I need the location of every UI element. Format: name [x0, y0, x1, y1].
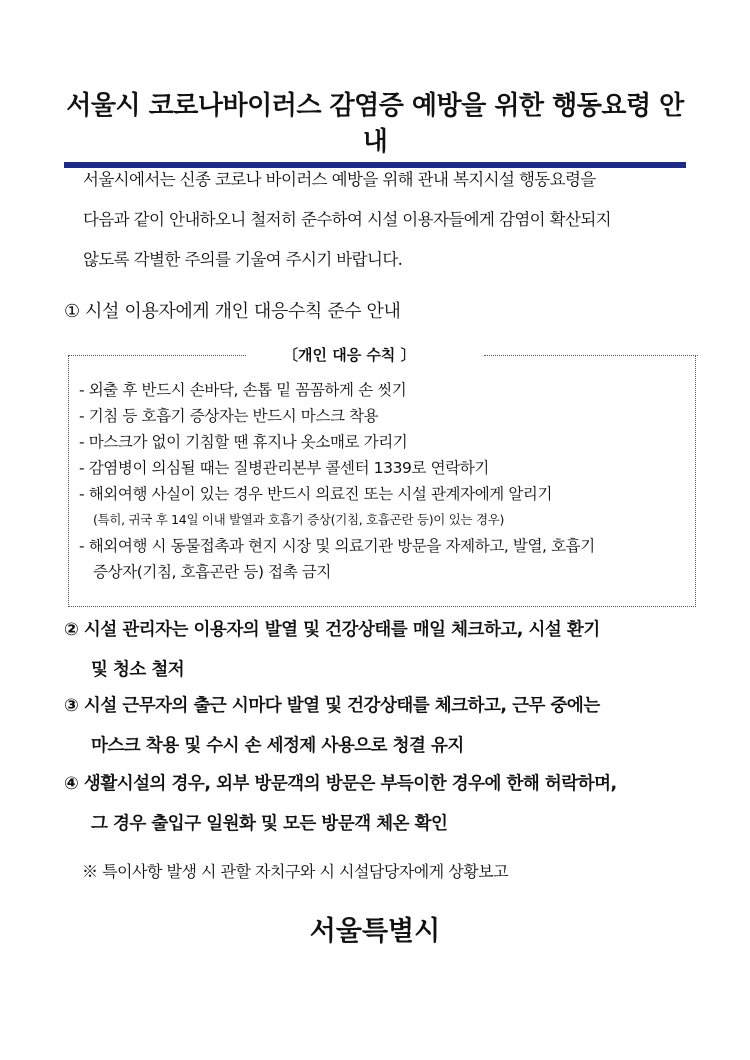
rules-list: [79, 377, 699, 585]
rule-item: - 외출 후 반드시 손바닥, 손톱 밑 꼼꼼하게 손 씻기: [79, 381, 407, 399]
document-title: 서울시 코로나바이러스 감염증 예방을 위한 행동요령 안내: [66, 91, 684, 157]
item-2-line-1: ② 시설 관리자는 이용자의 발열 및 건강상태를 매일 체크하고, 시설 환기: [64, 620, 600, 640]
intro-line: 다음과 같이 안내하오니 철저히 준수하여 시설 이용자들에게 감염이 확산되지: [83, 210, 612, 229]
issuer-name: 서울특별시: [309, 916, 441, 947]
rule-item: - 해외여행 시 동물접촉과 현지 시장 및 의료기관 방문을 자제하고, 발열, 호흡기: [79, 537, 595, 555]
rule-item: - 해외여행 사실이 있는 경우 반드시 의료진 또는 시설 관계자에게 알리기: [79, 485, 553, 503]
intro-paragraph: [83, 160, 698, 280]
item-4-line-1: ④ 생활시설의 경우, 외부 방문객의 방문은 부득이한 경우에 한해 허락하며,: [64, 774, 617, 794]
intro-line: 서울시에서는 신종 코로나 바이러스 예방을 위해 관내 복지시설 행동요령을: [83, 170, 596, 189]
item-3-line-1: ③ 시설 근무자의 출근 시마다 발열 및 건강상태를 체크하고, 근무 중에는: [64, 696, 600, 716]
intro-line: 않도록 각별한 주의를 기울여 주시기 바랍니다.: [83, 250, 403, 269]
item-2-line-2: 및 청소 철저: [91, 660, 185, 680]
item-2: [64, 610, 704, 690]
rule-item: - 마스크가 없이 기침할 땐 휴지나 옷소매로 가리기: [79, 433, 408, 451]
rule-item-continued: 증상자(기침, 호흡곤란 등) 접촉 금지: [93, 563, 331, 581]
section-1-heading: ① 시설 이용자에게 개인 대응수칙 준수 안내: [64, 301, 401, 322]
rule-item: - 기침 등 호흡기 증상자는 반드시 마스크 착용: [79, 407, 379, 425]
notice-text: ※ 특이사항 발생 시 관할 자치구와 시 시설담당자에게 상황보고: [82, 862, 509, 881]
item-3: [64, 686, 704, 766]
box-label: 〔개인 대응 수칙 〕: [283, 346, 416, 364]
box-top-border-left: [68, 355, 246, 356]
item-3-line-2: 마스크 착용 및 수시 손 세정제 사용으로 청결 유지: [91, 736, 464, 756]
box-header: [68, 346, 698, 375]
title-block: [64, 88, 686, 168]
rule-item: - 감염병이 의심될 때는 질병관리본부 콜센터 1339로 연락하기: [79, 459, 489, 477]
item-4: [64, 764, 704, 844]
box-top-border-right: [484, 355, 698, 356]
item-4-line-2: 그 경우 출입구 일원화 및 모든 방문객 체온 확인: [91, 814, 448, 834]
rule-note: (특히, 귀국 후 14일 이내 발열과 호흡기 증상(기침, 호흡곤란 등)이 있는 경우): [93, 512, 505, 527]
personal-rules-box: [68, 346, 696, 607]
